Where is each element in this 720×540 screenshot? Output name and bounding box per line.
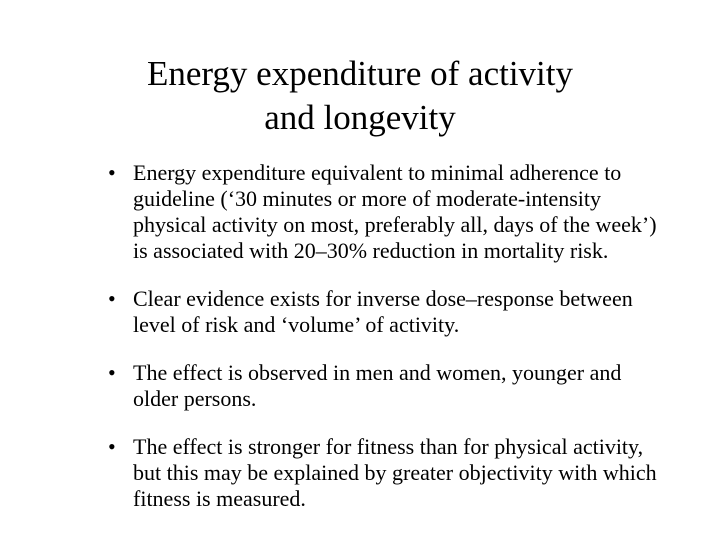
bullet-list — [108, 160, 668, 534]
bullet-text: The effect is stronger for fitness than for physical activity, but this may be explained by greater objectivity with which fitness is measured. — [133, 434, 657, 511]
slide-title-line-1: Energy expenditure of activity — [146, 54, 573, 93]
bullet-item — [108, 286, 668, 338]
bullet-text: The effect is observed in men and women, younger and older persons. — [133, 360, 622, 411]
slide-title — [0, 52, 720, 140]
bullet-marker-icon: • — [108, 434, 116, 459]
bullet-item — [108, 360, 668, 412]
bullet-item — [108, 160, 668, 264]
bullet-marker-icon: • — [108, 286, 116, 311]
slide-title-line-2: and longevity — [264, 98, 456, 137]
bullet-item — [108, 434, 668, 512]
bullet-text: Clear evidence exists for inverse dose–response between level of risk and ‘volume’ of activity. — [133, 286, 633, 337]
bullet-marker-icon: • — [108, 160, 116, 185]
bullet-marker-icon: • — [108, 360, 116, 385]
bullet-text: Energy expenditure equivalent to minimal adherence to guideline (‘30 minutes or more of moderate-intensity physical activity on most, preferably all, days of the week’) is associated with 20–30% reduction in mortality risk. — [133, 160, 657, 263]
